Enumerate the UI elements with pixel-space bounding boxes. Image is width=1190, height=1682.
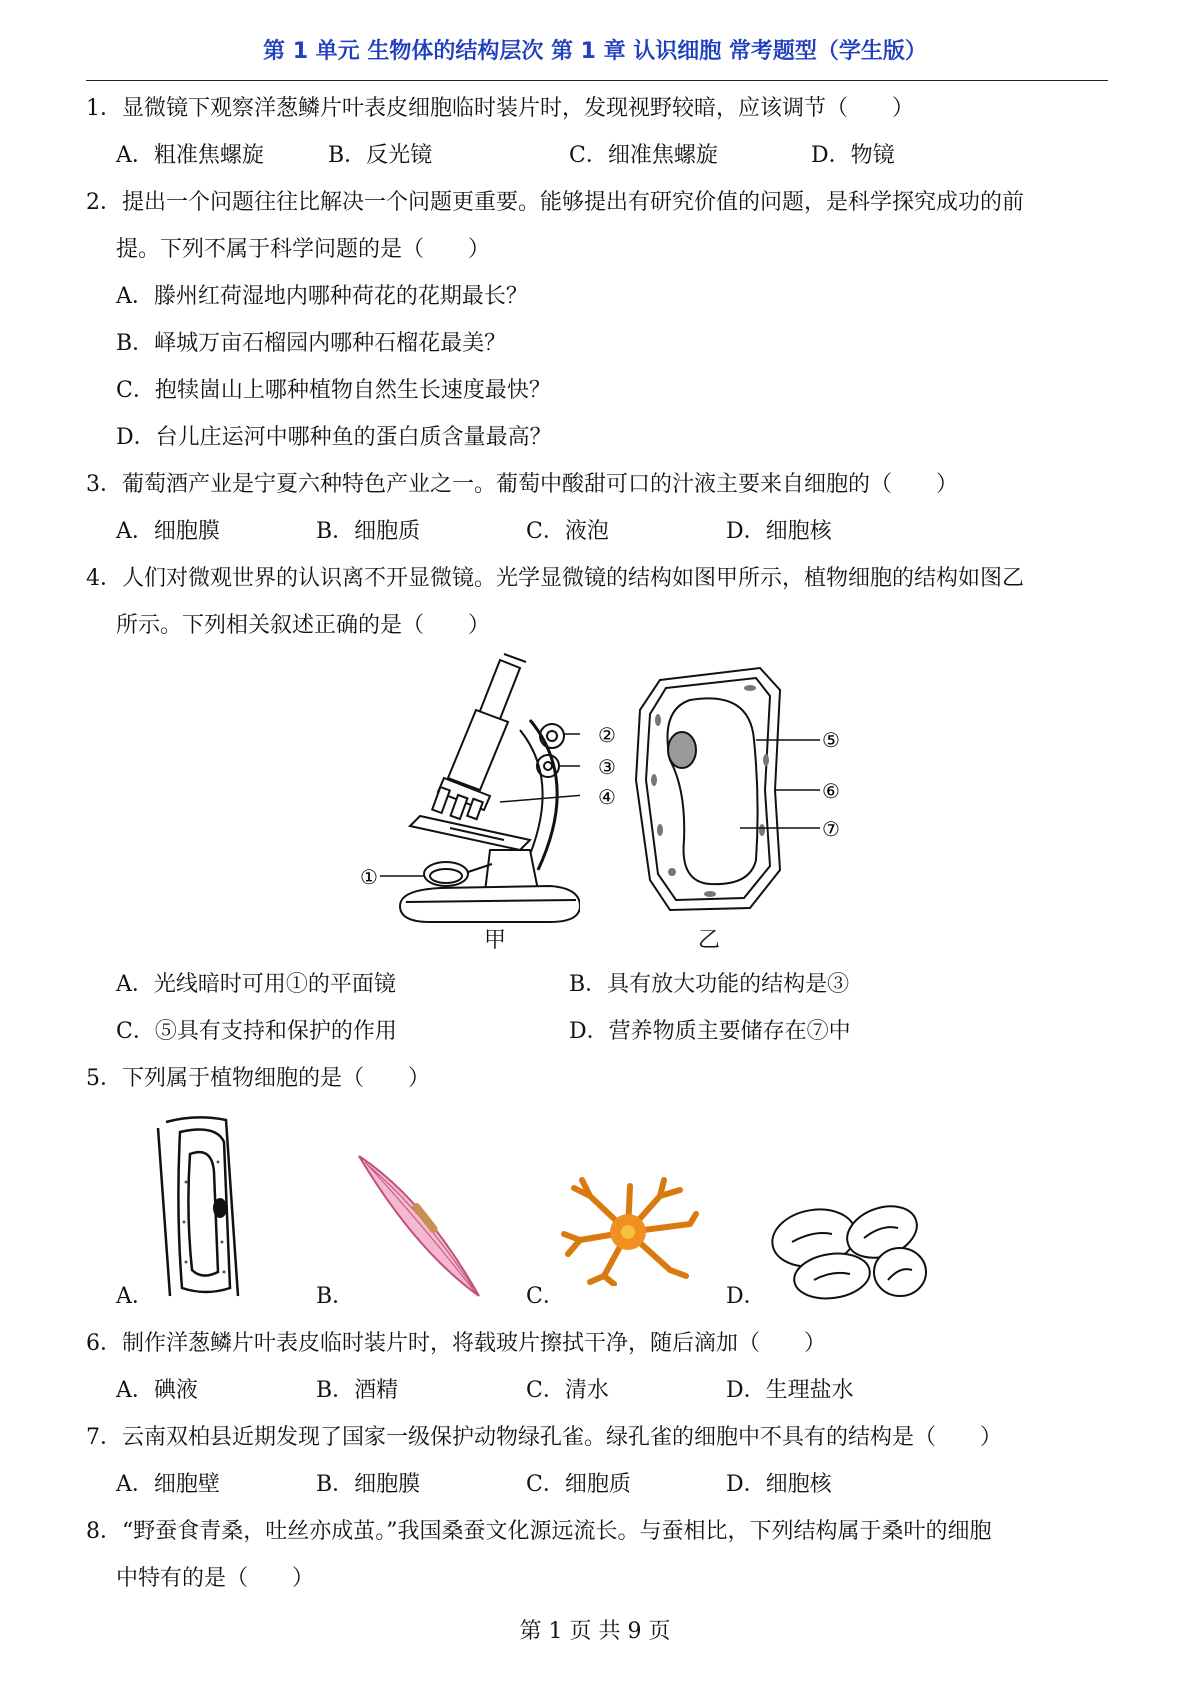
question-8-stem-cont: 中特有的是（ ） <box>116 1566 315 1591</box>
question-1-option-c: C．细准焦螺旋 <box>569 143 718 168</box>
question-4-option-d: D．营养物质主要储存在⑦中 <box>569 1019 851 1044</box>
question-3-option-a: A．细胞膜 <box>116 519 220 544</box>
option-c-neuron-image <box>560 1176 700 1286</box>
label-7: ⑦ <box>822 817 840 841</box>
cell-labels <box>810 660 870 860</box>
question-1-option-b: B．反光镜 <box>328 143 433 168</box>
question-4-stem: 4．人们对微观世界的认识离不开显微镜。光学显微镜的结构如图甲所示，植物细胞的结构如图乙 <box>86 566 1025 591</box>
question-3-stem: 3．葡萄酒产业是宁夏六种特色产业之一。葡萄中酸甜可口的汁液主要来自细胞的（ ） <box>86 472 959 497</box>
label-5: ⑤ <box>822 728 840 752</box>
question-2-option-d: D．台儿庄运河中哪种鱼的蛋白质含量最高？ <box>116 425 552 450</box>
question-2-stem-cont: 提。下列不属于科学问题的是（ ） <box>116 237 491 262</box>
label-2: ② <box>598 723 616 747</box>
question-5-option-c: C． <box>526 1284 565 1309</box>
question-8-stem: 8．“野蚕食青桑，吐丝亦成茧。”我国桑蚕文化源远流长。与蚕相比，下列结构属于桑叶的细胞 <box>86 1519 992 1544</box>
question-6-option-a: A．碘液 <box>116 1378 198 1403</box>
label-4: ④ <box>598 785 616 809</box>
question-2-option-b: B．峄城万亩石榴园内哪种石榴花最美？ <box>116 331 507 356</box>
question-1-option-d: D．物镜 <box>811 143 895 168</box>
question-2-option-c: C．抱犊崮山上哪种植物自然生长速度最快？ <box>116 378 551 403</box>
question-6-stem: 6．制作洋葱鳞片叶表皮临时装片时，将载玻片擦拭干净，随后滴加（ ） <box>86 1331 826 1356</box>
question-5-option-b: B． <box>316 1284 355 1309</box>
question-6-option-c: C．清水 <box>526 1378 609 1403</box>
page-header-title: 第 1 单元 生物体的结构层次 第 1 章 认识细胞 常考题型（学生版） <box>263 39 927 64</box>
question-4-stem-cont: 所示。下列相关叙述正确的是（ ） <box>116 613 491 638</box>
question-7-stem: 7．云南双柏县近期发现了国家一级保护动物绿孔雀。绿孔雀的细胞中不具有的结构是（ ） <box>86 1425 1003 1450</box>
microscope-labels <box>360 650 660 925</box>
question-2-option-a: A．滕州红荷湿地内哪种荷花的花期最长？ <box>116 284 528 309</box>
option-b-muscle-cell-image <box>355 1150 485 1300</box>
question-2-stem: 2．提出一个问题往往比解决一个问题更重要。能够提出有研究价值的问题，是科学探究成功的前 <box>86 190 1025 215</box>
page-footer: 第 1 页 共 9 页 <box>519 1619 671 1644</box>
question-7-option-d: D．细胞核 <box>726 1472 832 1497</box>
question-6-option-b: B．酒精 <box>316 1378 399 1403</box>
label-1: ① <box>360 865 378 889</box>
label-3: ③ <box>598 755 616 779</box>
question-1-stem: 1．显微镜下观察洋葱鳞片叶表皮细胞临时装片时，发现视野较暗，应该调节（ ） <box>86 96 914 121</box>
label-6: ⑥ <box>822 779 840 803</box>
option-a-plant-cell-image <box>156 1112 266 1302</box>
question-6-option-d: D．生理盐水 <box>726 1378 854 1403</box>
question-1-option-a: A．粗准焦螺旋 <box>116 143 264 168</box>
figure-caption-microscope: 甲 <box>484 928 507 953</box>
question-7-option-a: A．细胞壁 <box>116 1472 220 1497</box>
question-4-option-b: B．具有放大功能的结构是③ <box>569 972 850 997</box>
question-4-option-c: C．⑤具有支持和保护的作用 <box>116 1019 397 1044</box>
question-7-option-c: C．细胞质 <box>526 1472 631 1497</box>
question-5-option-d: D． <box>726 1284 766 1309</box>
question-5-option-a: A． <box>116 1284 154 1309</box>
question-3-option-b: B．细胞质 <box>316 519 421 544</box>
figure-caption-cell: 乙 <box>698 928 721 953</box>
question-3-option-c: C．液泡 <box>526 519 609 544</box>
question-3-option-d: D．细胞核 <box>726 519 832 544</box>
header-divider <box>86 80 1108 81</box>
option-d-red-blood-cells-image <box>770 1204 930 1300</box>
question-4-option-a: A．光线暗时可用①的平面镜 <box>116 972 396 997</box>
question-5-stem: 5．下列属于植物细胞的是（ ） <box>86 1066 430 1091</box>
question-7-option-b: B．细胞膜 <box>316 1472 421 1497</box>
